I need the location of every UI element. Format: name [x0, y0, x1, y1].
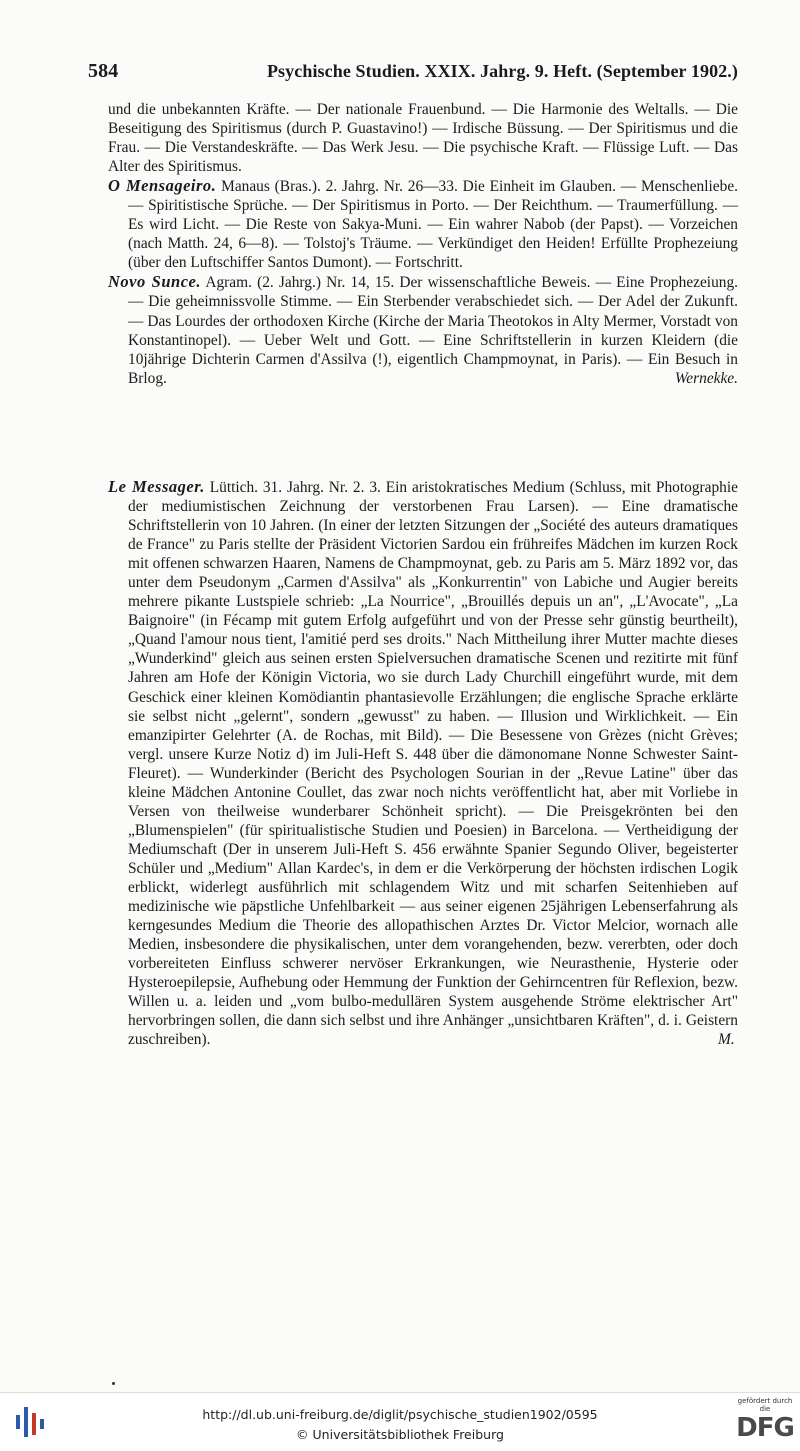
entry-o-mensageiro	[108, 176, 738, 272]
ink-dot	[112, 1382, 115, 1385]
journal-title: O Mensageiro.	[108, 176, 217, 196]
dfg-funding-label: gefördert durch die	[737, 1397, 793, 1413]
author-signature: Wernekke.	[674, 369, 738, 387]
viewer-footer	[0, 1392, 800, 1451]
copyright-notice: © Universitätsbibliothek Freiburg	[296, 1427, 504, 1442]
dfg-logo	[735, 1397, 795, 1447]
entry-text: Manaus (Bras.). 2. Jahrg. Nr. 26—33. Die Einheit im Glauben. — Menschenliebe. — Spiritistische Sprüche. — Der Spiritismus in Porto. — Der Reichthum. — Traumerfüllung. — Es wird Licht. — Die Reste von Sakya-Muni. — Ein wahrer Nabob (der Papst). — Vorzeichen (nach Matth. 24, 6—8). — Tolstoj's Träume. — Verkündiget den Heiden! Erfüllte Prophezeiung (über den Luftschiffer Santos Dumont). — Fortschritt.	[128, 178, 738, 272]
dfg-logo-text: DFG	[736, 1413, 794, 1443]
text-column	[108, 100, 738, 388]
page-number: 584	[88, 60, 119, 82]
permalink[interactable]: http://dl.ub.uni-freiburg.de/diglit/psychische_studien1902/0595	[202, 1407, 598, 1422]
running-header	[88, 60, 738, 83]
entry-text: Agram. (2. Jahrg.) Nr. 14, 15. Der wissenschaftliche Beweis. — Eine Prophezeiung. — Die geheimnissvolle Stimme. — Ein Sterbender verabschiedet sich. — Der Adel der Zukunft. — Das Lourdes der orthodoxen Kirche (Kirche der Maria Theotokos in Alty Mermer, Vorstadt von Konstantinopel). — Ueber Welt und Gott. — Eine Schriftstellerin in kurzen Kleidern (die 10jährige Dichterin Carmen d'Assilva (!), eigentlich Champmoynat, in Paris). — Ein Besuch in Brlog.	[128, 274, 739, 387]
text-column-2	[108, 477, 738, 1049]
entry-continuation	[108, 100, 738, 176]
running-title: Psychische Studien. XXIX. Jahrg. 9. Heft. (September 1902.)	[266, 61, 738, 81]
entry-text: Lüttich. 31. Jahrg. Nr. 2. 3. Ein aristokratisches Medium (Schluss, mit Photographie der mediumistischen Zeichnung der verstorbenen Frau Larsen). — Eine dramatische Schriftstellerin von 10 Jahren. (In einer der letzten Sitzungen der „Société des auteurs dramatiques de France" zu Paris stellte der Präsident Victorien Sardou ein frühreifes Mädchen im kurzen Rock mit offenen schwarzen Haaren, Namens de Champmoynat, geb. zu Paris am 5. März 1892 vor, das unter dem Pseudonym „Carmen d'Assilva" als „Konkurrentin" von Labiche und Augier bereits mehrere pikante Lustspiele schrieb: „La Nourrice", „Brouillés depuis un an", „L'Avocate", „La Baignoire" (in Fécamp mit gutem Erfolg aufgeführt und von der Presse sehr günstig beurtheilt), „Quand l'amour nous tient, l'amitié perd ses droits." Nach Mittheilung ihrer Mutter machte dieses „Wunderkind" gleich aus seinen ersten Spielversuchen dramatische Scenen und rezitirte mit fünf Jahren am Hofe der Königin Victoria, wo sie durch Lady Churchill eingeführt wurde, mit dem Geschick einer kleinen Komödiantin phantasievolle Erzählungen; die englische Sprache erklärte sie selbst nicht „gelernt", sondern „gewusst" zu haben. — Illusion und Wirklichkeit. — Ein emanzipirter Gelehrter (A. de Rochas, mit Bild). — Die Besessene von Grèzes (nicht Grèves; vergl. unsere Kurze Notiz d) im Juli-Heft S. 448 über die dämonomane Nonne Schwester Saint-Fleuret). — Wunderkinder (Bericht des Psychologen Sourian in der „Revue Latine" über das kleine Mädchen Antonine Coullet, das zwar noch nichts veröffentlicht hat, aber mit Vorliebe in Versen von theilweise wunderbarer Schönheit spricht). — Die Preisgekrönten bei den „Blumenspielen" (für spiritualistische Studien und Poesien) in Barcelona. — Vertheidigung der Mediumschaft (Der in unserem Juli-Heft S. 456 erwähnte Spanier Segundo Oliver, begeisterter Schüler und „Medium" Allan Kardec's, in dem er die Verkörperung der höchsten irdischen Logik erblickt, widerlegt ausführlich mit schlagendem Witz und mit scharfen Seitenhieben auf medizinische wie päpstliche Unfehlbarkeit — aus seiner eigenen 25jährigen Lebenserfahrung als kerngesundes Medium die Theorie des allopathischen Arztes Dr. Victor Melcior, wornach alle Medien, insbesondere die physikalischen, unter dem vorangehenden, bezw. vererbten, oder doch vorbereiteten Einfluss schwerer nervöser Erkrankungen, wie Neurasthenie, Hysterie oder Hysteroepilepsie, Aufhebung oder Hemmung der Funktion der Gehirncentren für Reflexion, bezw. Willen u. a. leiden und „vom bulbo-medullären System ausgehende Ströme elektrischer Art" hervorbringen sollen, die dann sich selbst und ihre Anhänger „unsichtbaren Kräften", d. i. Geistern zuschreiben).	[128, 479, 738, 1049]
journal-title: Novo Sunce.	[108, 272, 201, 292]
entry-text: und die unbekannten Kräfte. — Der nationale Frauenbund. — Die Harmonie des Weltalls. — Die Beseitigung des Spiritismus (durch P. Guastavino!) — Irdische Büssung. — Der Spiritismus und die Frau. — Die Verstandeskräfte. — Das Werk Jesu. — Die psychische Kraft. — Flüssige Luft. — Das Alter des Spiritismus.	[108, 101, 738, 176]
entry-novo-sunce	[108, 272, 738, 387]
entry-le-messager: Le Messager. Lüttich. 31. Jahrg. Nr. 2. 3. Ein aristokratisches Medium (Schluss, mit Photographie der mediumistischen Zeichnung der verstorbenen Frau Larsen). — Eine dramatische Schriftstellerin von 10 Jahren. (In einer der letzten Sitzungen der „Société des auteurs dramatiques de France" zu Paris stellte der Präsident Victorien Sardou ein frühreifes Mädchen im kurzen Rock mit offenen schwarzen Haaren, Namens de Champmoynat, geb. zu Paris am 5. März 1892 vor, das unter dem Pseudonym „Carmen d'Assilva" als „Konkurrentin" von Labiche und Augier bereits mehrere pikante Lustspiele schrieb: „La Nourrice", „Brouillés depuis un an", „L'Avocate", „La Baignoire" (in Fécamp mit gutem Erfolg aufgeführt und von der Presse sehr günstig beurtheilt), „Quand l'amour nous tient, l'amitié perd ses droits." Nach Mittheilung ihrer Mutter machte dieses „Wunderkind" gleich aus seinen ersten Spielversuchen dramatische Scenen und rezitirte mit fünf Jahren am Hofe der Königin Victoria, wo sie durch Lady Churchill eingeführt wurde, mit dem Geschick einer kleinen Komödiantin phantasievolle Erzählungen; die englische Sprache erklärte sie selbst nicht „gelernt", sondern „gewusst" zu haben. — Illusion und Wirklichkeit. — Ein emanzipirter Gelehrter (A. de Rochas, mit Bild). — Die Besessene von Grèzes (nicht Grèves; vergl. unsere Kurze Notiz d) im Juli-Heft S. 448 über die dämonomane Nonne Schwester Saint-Fleuret). — Wunderkinder (Bericht des Psychologen Sourian in der „Revue Latine" über das kleine Mädchen Antonine Coullet, das zwar noch nichts veröffentlicht hat, aber mit Vorliebe in Versen von theilweise wunderbarer Schönheit spricht). — Die Preisgekrönten bei den „Blumenspielen" (für spiritualistische Studien und Poesien) in Barcelona. — Vertheidigung der Mediumschaft (Der in unserem Juli-Heft S. 456 erwähnte Spanier Segundo Oliver, begeisterter Schüler und „Medium" Allan Kardec's, in dem er die Verkörperung der höchsten irdischen Logik erblickt, widerlegt ausführlich mit schlagendem Witz und mit scharfen Seitenhieben auf medizinische wie päpstliche Unfehlbarkeit — aus seiner eigenen 25jährigen Lebenserfahrung als kerngesundes Medium die Theorie des allopathischen Arztes Dr. Victor Melcior, wornach alle Medien, insbesondere die physikalischen, unter dem vorangehenden, bezw. vererbten, oder doch vorbereiteten Einfluss schwerer nervöser Erkrankungen, wie Neurasthenie, Hysterie oder Hysteroepilepsie, Aufhebung oder Hemmung der Funktion der Gehirncentren für Reflexion, bezw. Willen u. a. leiden und „vom bulbo-medullären System ausgehende Ströme elektrischer Art" hervorbringen sollen, die dann sich selbst und ihre Anhänger „unsichtbaren Kräften", d. i. Geistern zuschreiben). M.	[108, 477, 738, 1049]
journal-title: Le Messager.	[108, 477, 205, 496]
